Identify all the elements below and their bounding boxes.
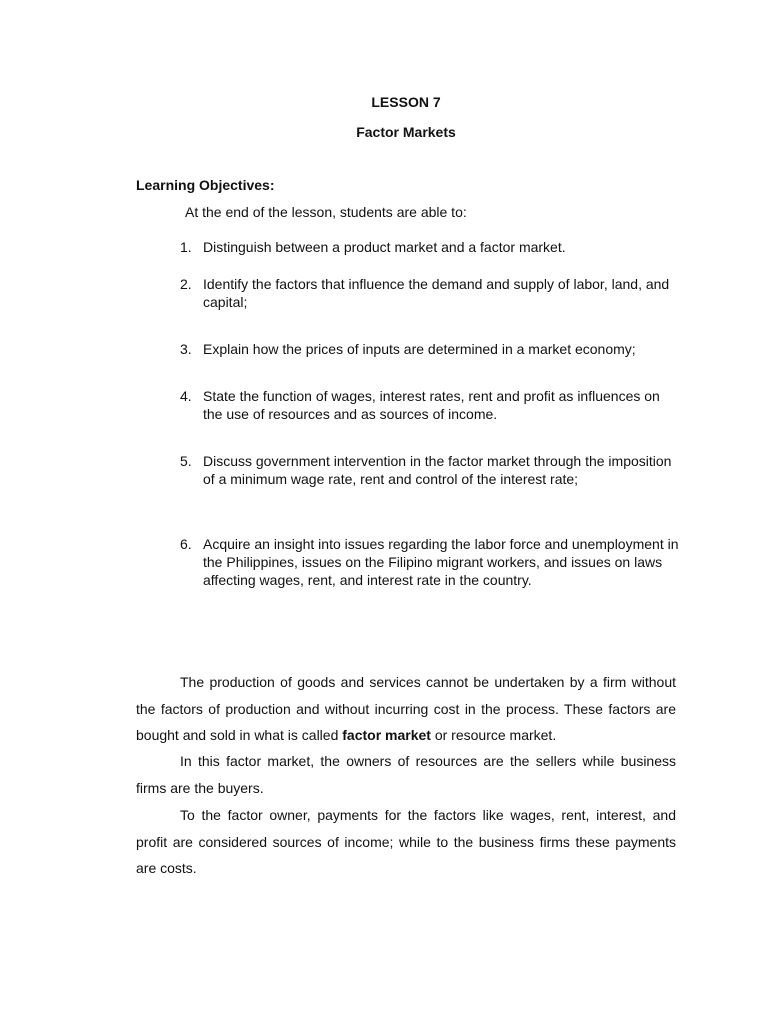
objective-text: Discuss government intervention in the factor market through the imposition of a minimum wage rate, rent and control of the interest rate;: [203, 453, 672, 487]
objective-number: 1.: [180, 239, 192, 255]
factor-market-term: factor market: [342, 727, 431, 743]
paragraph-text: or resource market.: [430, 727, 557, 743]
objective-item-1: [180, 238, 680, 256]
objective-text: Acquire an insight into issues regarding the labor force and unemployment in the Philippines, issues on the Filipino migrant workers, and issues on laws affecting wages, rent, and interest rate in the country.: [203, 536, 679, 588]
objective-number: 6.: [180, 536, 192, 552]
objective-item-2: [180, 275, 680, 311]
objective-number: 5.: [180, 453, 192, 469]
body-paragraph-3: To the factor owner, payments for the factors like wages, rent, interest, and profit are considered sources of income; while to the business firms these payments are costs.: [136, 807, 676, 876]
objectives-intro: At the end of the lesson, students are able to:: [185, 204, 467, 220]
paragraph-text: The production of goods and services cannot be undertaken by a firm without the factors of production and without incurring cost in the process. These factors are bought and sold in what is called: [136, 674, 676, 743]
lesson-title: Factor Markets: [356, 124, 456, 140]
body-paragraph-1: [136, 669, 676, 749]
objective-number: 2.: [180, 276, 192, 292]
objective-number: 3.: [180, 341, 192, 357]
objective-text: Distinguish between a product market and a factor market.: [203, 239, 566, 255]
objective-item-5: [180, 452, 680, 488]
objective-text: Identify the factors that influence the demand and supply of labor, land, and capital;: [203, 276, 670, 310]
objectives-heading: Learning Objectives:: [136, 177, 275, 193]
lesson-number: LESSON 7: [371, 94, 441, 110]
objective-text: State the function of wages, interest rates, rent and profit as influences on the use of resources and as sources of income.: [203, 388, 660, 422]
objective-number: 4.: [180, 388, 192, 404]
objective-item-3: [180, 340, 680, 358]
objective-item-4: [180, 387, 680, 423]
body-paragraph-2: In this factor market, the owners of resources are the sellers while business firms are the buyers.: [136, 753, 676, 796]
objective-item-6: [180, 535, 680, 589]
objective-text: Explain how the prices of inputs are determined in a market economy;: [203, 341, 636, 357]
